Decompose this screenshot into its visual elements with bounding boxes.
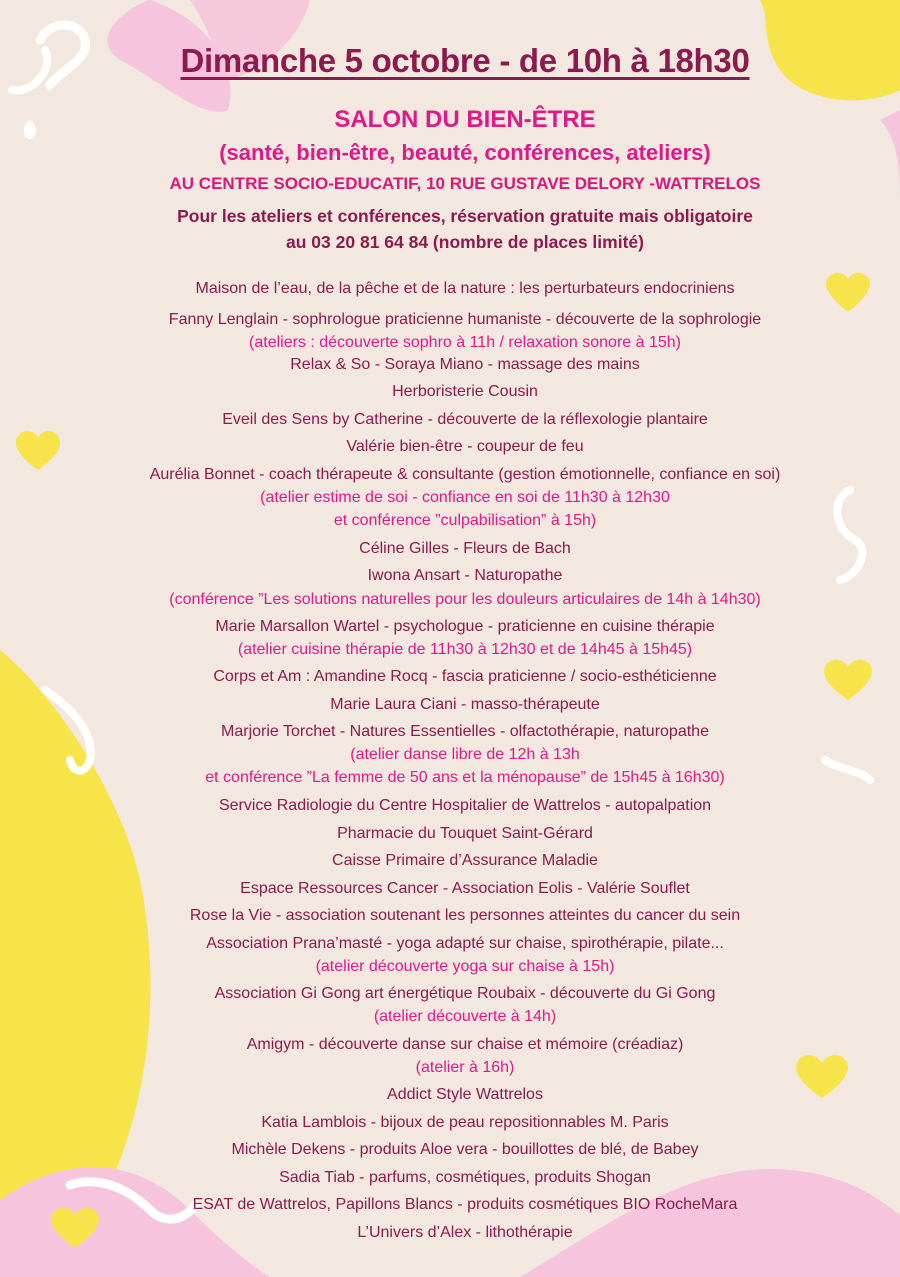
exhibitor-entry: Fanny Lenglain - sophrologue praticienne humaniste - découverte de la sophrologie xyxy=(168,311,762,328)
exhibitor-entry: L’Univers d’Alex - lithothérapie xyxy=(357,1224,573,1241)
exhibitor-entry: Valérie bien-être - coupeur de feu xyxy=(346,438,584,455)
exhibitor-activity-note: et conférence ”culpabilisation” à 15h) xyxy=(333,512,597,529)
exhibitor-entry: Pharmacie du Touquet Saint-Gérard xyxy=(337,825,593,842)
exhibitor-activity-note: (atelier découverte à 14h) xyxy=(373,1008,557,1025)
event-date-heading: Dimanche 5 octobre - de 10h à 18h30 xyxy=(180,42,750,79)
exhibitor-entry: Caisse Primaire d’Assurance Maladie xyxy=(332,852,598,869)
exhibitor-entry: Association Gi Gong art énergétique Roubaix - découverte du Gi Gong xyxy=(214,985,716,1002)
exhibitor-entry: Céline Gilles - Fleurs de Bach xyxy=(359,540,571,557)
exhibitor-activity-note: (atelier découverte yoga sur chaise à 15h) xyxy=(315,958,615,975)
event-subtitle: (santé, bien-être, beauté, conférences, ateliers) xyxy=(219,140,711,165)
exhibitor-activity-note: (atelier à 16h) xyxy=(415,1059,515,1076)
exhibitor-activity-note: (ateliers : découverte sophro à 11h / relaxation sonore à 15h) xyxy=(249,334,681,351)
reservation-info xyxy=(0,203,900,255)
exhibitor-entry: Addict Style Wattrelos xyxy=(387,1086,543,1103)
event-address: AU CENTRE SOCIO-EDUCATIF, 10 RUE GUSTAVE DELORY -WATTRELOS xyxy=(169,174,761,193)
exhibitor-entry: Service Radiologie du Centre Hospitalier de Wattrelos - autopalpation xyxy=(218,797,712,814)
exhibitor-activity-note: et conférence ”La femme de 50 ans et la ménopause” de 15h45 à 16h30) xyxy=(205,769,725,786)
exhibitor-activity-note: (atelier estime de soi - confiance en soi de 11h30 à 12h30 xyxy=(260,489,670,506)
exhibitor-entry: Eveil des Sens by Catherine - découverte de la réflexologie plantaire xyxy=(222,411,708,428)
exhibitor-entry: Michèle Dekens - produits Aloe vera - bouillottes de blé, de Babey xyxy=(231,1141,699,1158)
exhibitor-entry: Amigym - découverte danse sur chaise et mémoire (créadiaz) xyxy=(246,1036,684,1053)
exhibitor-entry: Herboristerie Cousin xyxy=(392,383,538,400)
exhibitor-activity-note: (conférence ”Les solutions naturelles pour les douleurs articulaires de 14h à 14h30) xyxy=(169,591,761,608)
exhibitor-entry: Association Prana’masté - yoga adapté sur chaise, spirothérapie, pilate... xyxy=(206,935,724,952)
exhibitor-activity-note: (atelier danse libre de 12h à 13h xyxy=(350,746,580,763)
exhibitor-entry: Espace Ressources Cancer - Association Eolis - Valérie Souflet xyxy=(240,880,690,897)
exhibitor-entry: Iwona Ansart - Naturopathe xyxy=(367,567,563,584)
exhibitor-entry: ESAT de Wattrelos, Papillons Blancs - produits cosmétiques BIO RocheMara xyxy=(192,1196,738,1213)
exhibitor-entry: Corps et Am : Amandine Rocq - fascia praticienne / socio-esthéticienne xyxy=(213,668,717,685)
exhibitor-entry: Aurélia Bonnet - coach thérapeute & consultante (gestion émotionnelle, confiance en soi) xyxy=(149,466,781,483)
exhibitor-entry: Katia Lamblois - bijoux de peau repositionnables M. Paris xyxy=(261,1114,669,1131)
exhibitor-entry: Maison de l’eau, de la pêche et de la nature : les perturbateurs endocriniens xyxy=(195,280,735,297)
exhibitor-entry: Sadia Tiab - parfums, cosmétiques, produits Shogan xyxy=(279,1169,651,1186)
exhibitor-entry: Marie Marsallon Wartel - psychologue - praticienne en cuisine thérapie xyxy=(215,618,715,635)
reservation-line-1: Pour les ateliers et conférences, réservation gratuite mais obligatoire xyxy=(177,206,753,226)
reservation-line-2: au 03 20 81 64 84 (nombre de places limité) xyxy=(286,232,644,252)
exhibitor-entry: Rose la Vie - association soutenant les personnes atteintes du cancer du sein xyxy=(189,907,741,924)
exhibitor-entry: Marjorie Torchet - Natures Essentielles - olfactothérapie, naturopathe xyxy=(221,723,709,740)
event-title: SALON DU BIEN-ÊTRE xyxy=(334,106,596,133)
exhibitor-activity-note: (atelier cuisine thérapie de 11h30 à 12h30 et de 14h45 à 15h45) xyxy=(237,641,693,658)
exhibitor-entry: Relax & So - Soraya Miano - massage des mains xyxy=(290,356,640,373)
exhibitor-entry: Marie Laura Ciani - masso-thérapeute xyxy=(330,696,600,713)
